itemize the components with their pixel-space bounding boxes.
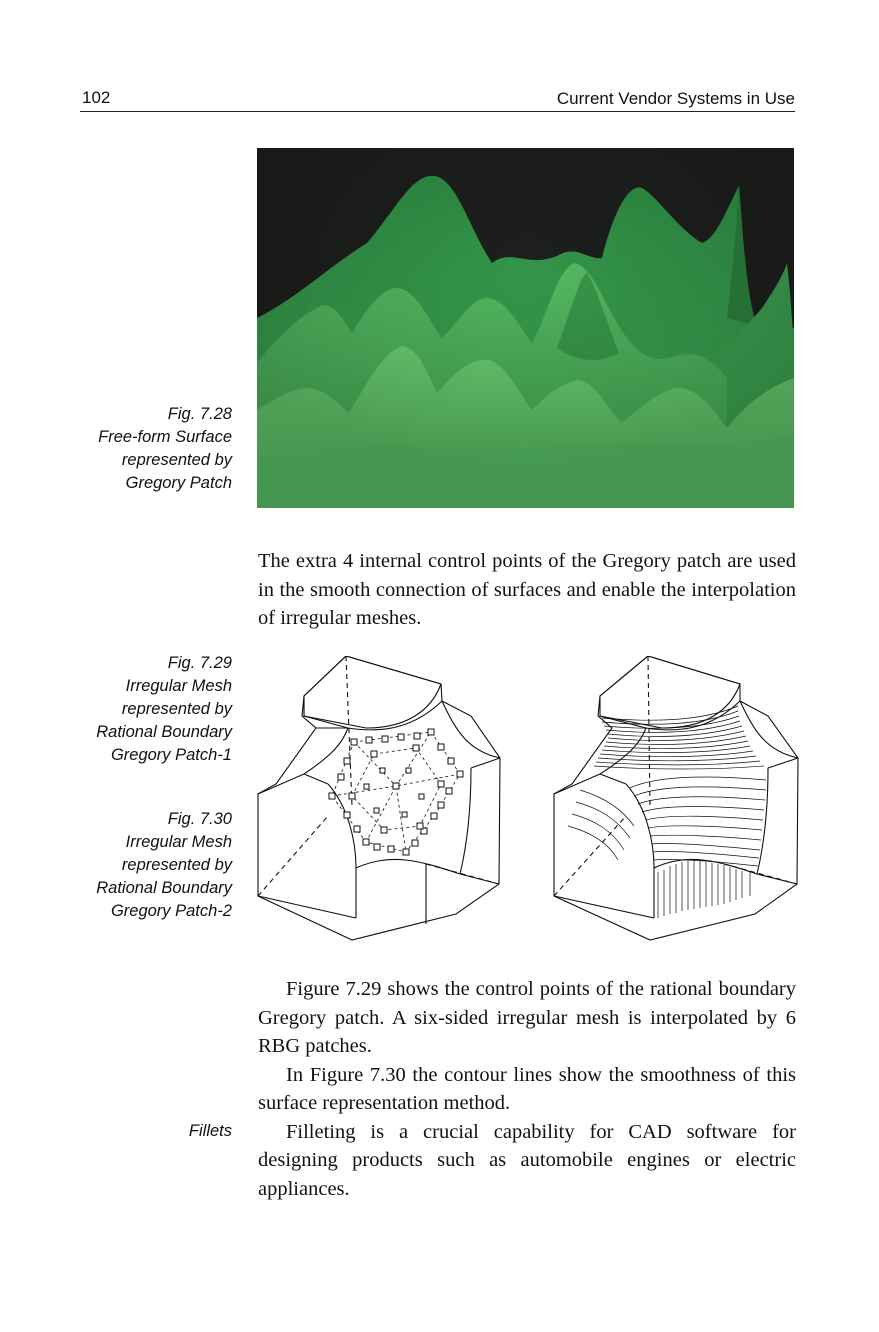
side-label-fillets: Fillets — [188, 1122, 232, 1140]
header-rule — [80, 111, 795, 112]
caption-fig-7-29-number: Fig. 7.29 — [167, 654, 232, 672]
caption-fig-7-28-line-3: Gregory Patch — [125, 474, 232, 492]
paragraph-text-2: Figure 7.29 shows the control points of the rational boundary Gregory patch. A six-sided irregular mesh is interpolated by 6 RBG patches. — [258, 978, 796, 1057]
contour-lines — [568, 706, 766, 918]
paragraph-text-4: Filleting is a crucial capability for CAD software for designing products such as automobile engines or electric appliances. — [258, 1120, 796, 1200]
caption-fig-7-30-line-4: Gregory Patch-2 — [110, 902, 232, 920]
mesh-outline — [258, 656, 500, 940]
caption-fig-7-29-line-2: represented by — [121, 700, 232, 718]
page-number: 102 — [82, 88, 111, 107]
body-paragraph-group — [258, 975, 796, 1203]
control-points — [329, 729, 463, 855]
irregular-mesh-control-points-figure — [256, 656, 506, 942]
surface-shading — [257, 148, 794, 508]
caption-fig-7-29-line-4: Gregory Patch-1 — [110, 746, 232, 764]
running-title: Current Vendor Systems in Use — [556, 89, 795, 108]
caption-fig-7-30-line-2: represented by — [121, 856, 232, 874]
caption-fig-7-29-line-3: Rational Boundary — [96, 723, 232, 741]
caption-fig-7-30-line-3: Rational Boundary — [96, 879, 232, 897]
caption-fig-7-28-line-1: Free-form Surface — [98, 428, 232, 446]
caption-fig-7-28 — [98, 403, 232, 495]
caption-fig-7-28-number: Fig. 7.28 — [167, 405, 232, 423]
caption-fig-7-28-line-2: represented by — [121, 451, 232, 469]
paragraph-text-3: In Figure 7.30 the contour lines show the smoothness of this surface representation method. — [258, 1063, 796, 1114]
irregular-mesh-contour-figure — [550, 656, 800, 942]
caption-fig-7-29 — [96, 652, 232, 767]
paragraph-text-1: The extra 4 internal control points of the Gregory patch are used in the smooth connection of surfaces and enable the interpolation of irregular meshes. — [258, 550, 796, 629]
caption-fig-7-30 — [96, 808, 232, 923]
caption-fig-7-30-number: Fig. 7.30 — [167, 810, 232, 828]
caption-fig-7-30-line-1: Irregular Mesh — [125, 833, 232, 851]
free-form-surface-figure — [257, 148, 794, 508]
caption-fig-7-29-line-1: Irregular Mesh — [125, 677, 232, 695]
body-paragraph-1 — [258, 547, 796, 633]
